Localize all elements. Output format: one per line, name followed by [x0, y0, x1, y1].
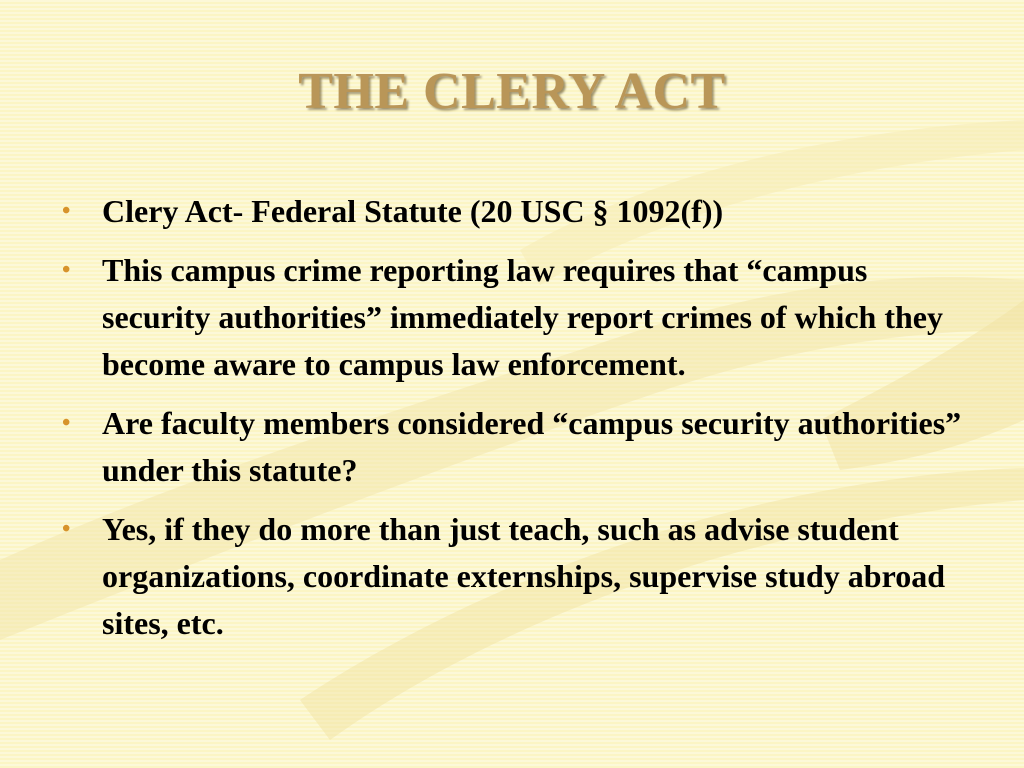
bullet-item — [58, 247, 968, 388]
bullet-icon: • — [62, 198, 71, 224]
bullet-item — [58, 400, 968, 494]
bullet-icon: • — [62, 257, 71, 283]
bullet-icon: • — [62, 516, 71, 542]
bullet-item — [58, 506, 968, 647]
bullet-icon: • — [62, 410, 71, 436]
bullet-text: This campus crime reporting law requires that “campus security authorities” immediately report crimes of which they become aware to campus law enforcement. — [102, 252, 943, 382]
bullet-text: Clery Act- Federal Statute (20 USC § 1092(f)) — [102, 193, 724, 229]
bullet-text: Yes, if they do more than just teach, such as advise student organizations, coordinate externships, supervise study abroad sites, etc. — [102, 511, 946, 641]
slide-title: THE CLERY ACT — [298, 63, 726, 120]
bullet-list — [58, 188, 968, 659]
bullet-item — [58, 188, 968, 235]
bullet-text: Are faculty members considered “campus security authorities” under this statute? — [102, 405, 962, 488]
